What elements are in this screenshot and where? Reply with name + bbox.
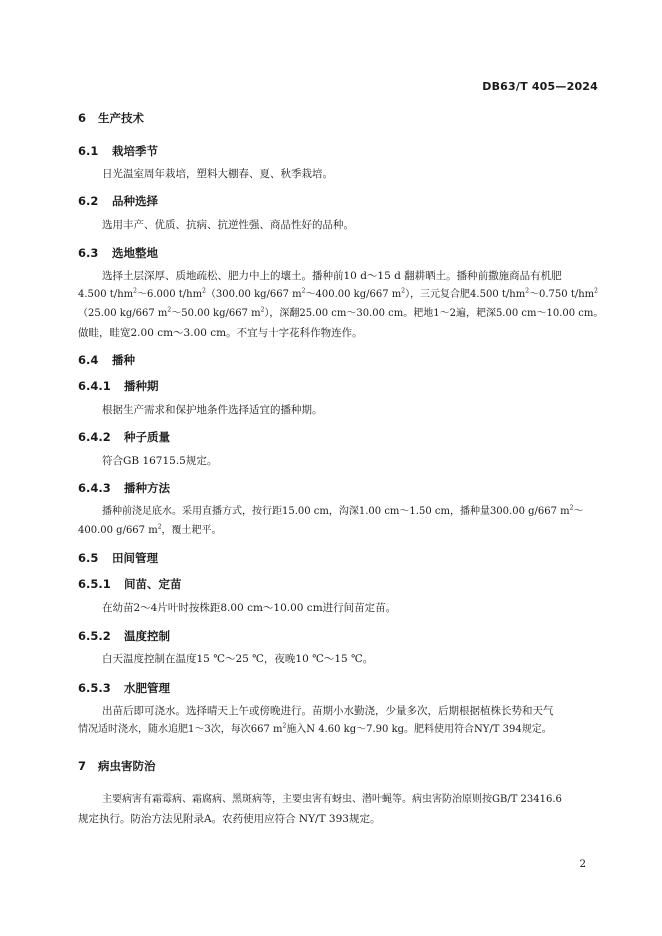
text: 播种前浇足底水。采用直播方式，按行距15.00 cm，沟深1.00 cm～1.50 cm，播种量300.00 g/667 m: [102, 506, 570, 517]
heading-6-2: [78, 193, 158, 209]
heading-title: 播种期: [124, 379, 159, 393]
text: ～0.750 t/hm: [529, 289, 595, 300]
text: ），三元复合肥4.500 t/hm: [405, 289, 526, 300]
text: （300.00 kg/667 m: [205, 289, 302, 300]
heading-number: 6.4.3: [78, 481, 111, 495]
heading-title: 品种选择: [112, 194, 158, 208]
heading-6-5-3: [78, 680, 170, 696]
heading-number: 6.5.3: [78, 681, 111, 695]
superscript: 2: [133, 287, 137, 295]
heading-6-5: [78, 550, 158, 566]
paragraph-6-5-3-line2: [78, 721, 600, 740]
heading-title: 生产技术: [98, 111, 144, 125]
paragraph-6-4-3-line1: [102, 503, 624, 522]
heading-title: 田间管理: [112, 551, 158, 565]
heading-6-5-1: [78, 576, 182, 592]
paragraph-7-line2: 规定执行。防治方法见附录A。农药使用应符合 NY/T 393规定。: [78, 813, 381, 825]
superscript: 2: [569, 504, 574, 512]
heading-title: 间苗、定苗: [124, 577, 182, 591]
text: 施入N 4.60 kg～7.90 kg。肥料使用符合NY/T 394规定。: [286, 724, 552, 735]
heading-title: 水肥管理: [124, 681, 170, 695]
heading-title: 病虫害防治: [98, 759, 156, 773]
paragraph-6-5-2: 白天温度控制在温度15 ℃～25 ℃，夜晚10 ℃～15 ℃。: [102, 653, 374, 665]
text: ，覆土耙平。: [161, 525, 222, 536]
heading-number: 6: [78, 111, 87, 125]
heading-6-4-3: [78, 480, 170, 496]
heading-number: 6.3: [78, 246, 99, 260]
text: ～: [573, 506, 584, 517]
paragraph-6-3-line1: 选择土层深厚、质地疏松、肥力中上的壤土。播种前10 d～15 d 翻耕晒土。播种前撒施商品有机肥: [102, 270, 562, 282]
superscript: 2: [260, 306, 265, 314]
heading-title: 种子质量: [124, 430, 170, 444]
heading-number: 6.4.1: [78, 379, 111, 393]
superscript: 2: [401, 287, 406, 295]
superscript: 2: [282, 722, 287, 730]
superscript: 2: [157, 523, 162, 531]
heading-number: 6.5.2: [78, 629, 111, 643]
heading-6-4: [78, 352, 135, 368]
text: ～400.00 kg/667 m: [305, 289, 402, 300]
paragraph-6-4-2: 符合GB 16715.5规定。: [102, 455, 218, 467]
heading-6-1: [78, 143, 158, 159]
heading-number: 6.4: [78, 353, 99, 367]
paragraph-6-3-line4: 做畦，畦宽2.00 cm～3.00 cm。不宜与十字花科作物连作。: [78, 327, 363, 339]
superscript: 2: [301, 287, 306, 295]
heading-6-3: [78, 245, 158, 261]
paragraph-6-4-1: 根据生产需求和保护地条件选择适宜的播种期。: [102, 404, 323, 416]
heading-6: [78, 110, 144, 126]
paragraph-6-3-line3: [78, 305, 604, 324]
heading-number: 6.5: [78, 551, 99, 565]
heading-6-5-2: [78, 628, 170, 644]
paragraph-6-5-1: 在幼苗2～4片叶时按株距8.00 cm～10.00 cm进行间苗定苗。: [102, 602, 397, 614]
paragraph-6-1: 日光温室周年栽培，塑料大棚春、夏、秋季栽培。: [102, 168, 333, 180]
text: ～6.000 t/hm: [136, 289, 203, 300]
superscript: 2: [525, 287, 530, 295]
heading-title: 温度控制: [124, 629, 170, 643]
paragraph-6-4-3-line2: [78, 522, 600, 541]
heading-6-4-1: [78, 378, 159, 394]
heading-number: 6.1: [78, 144, 99, 158]
text: 400.00 g/667 m: [78, 525, 158, 536]
heading-number: 6.4.2: [78, 430, 111, 444]
heading-number: 7: [78, 759, 87, 773]
text: 情况适时浇水，随水追肥1～3次，每次667 m: [78, 724, 283, 735]
superscript: 2: [202, 287, 206, 295]
heading-6-4-2: [78, 429, 170, 445]
text: （25.00 kg/667 m: [78, 308, 168, 319]
paragraph-6-2: 选用丰产、优质、抗病、抗逆性强、商品性好的品种。: [102, 219, 354, 231]
superscript: 2: [167, 306, 172, 314]
paragraph-6-5-3-line1: 出苗后即可浇水。选择晴天上午或傍晚进行。苗期小水勤浇，少量多次，后期根据植株长势和天气: [102, 705, 554, 717]
text: ～50.00 kg/667 m: [171, 308, 261, 319]
heading-7: [78, 758, 156, 774]
text: 4.500 t/hm: [78, 289, 134, 300]
heading-number: 6.5.1: [78, 577, 111, 591]
paragraph-7-line1: 主要病害有霜霉病、霜腐病、黑斑病等，主要虫害有蚜虫、潜叶蝇等。病虫害防治原则按GB/T 23416.6: [102, 794, 562, 805]
heading-title: 选地整地: [112, 246, 158, 260]
heading-title: 播种: [112, 353, 135, 367]
heading-title: 栽培季节: [112, 144, 158, 158]
superscript: 2: [594, 287, 598, 295]
paragraph-6-3-line2: [78, 286, 600, 305]
heading-number: 6.2: [78, 194, 99, 208]
page-number: 2: [579, 858, 586, 870]
heading-title: 播种方法: [124, 481, 170, 495]
text: ），深翻25.00 cm～30.00 cm。耙地1～2遍，耙深5.00 cm～10.00 cm。: [264, 308, 604, 319]
document-code: DB63/T 405—2024: [482, 80, 598, 93]
